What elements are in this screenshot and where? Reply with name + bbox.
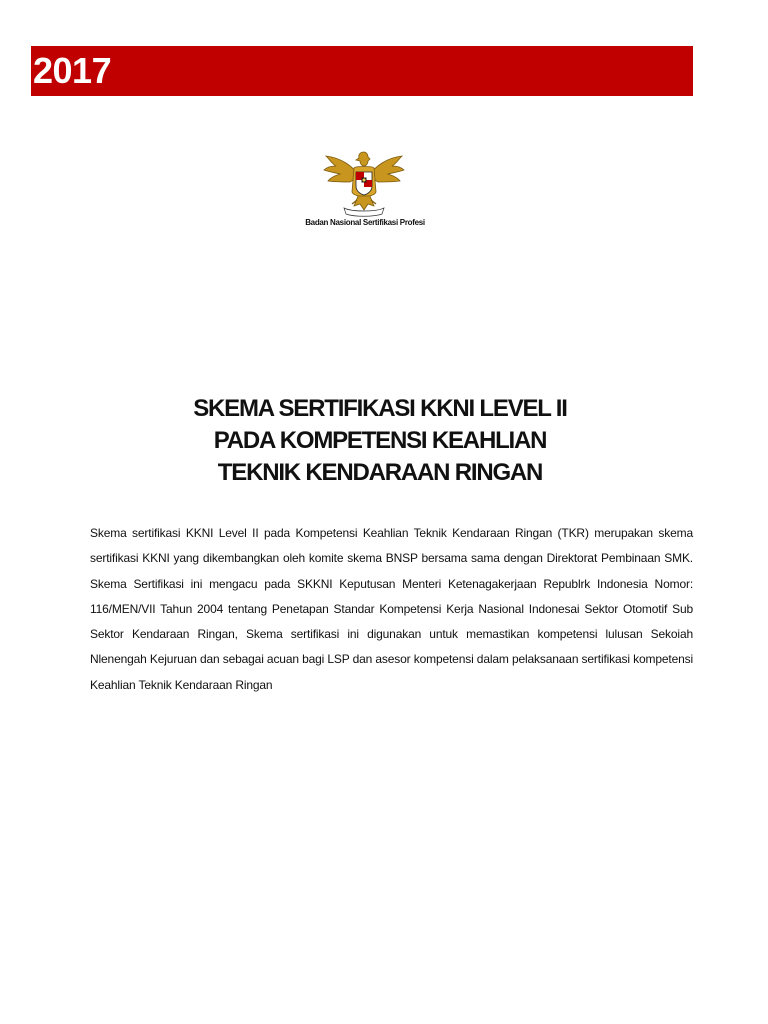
org-caption: Badan Nasional Sertifikasi Profesi (305, 218, 425, 227)
body-paragraph: Skema sertifikasi KKNI Level II pada Kompetensi Keahlian Teknik Kendaraan Ringan (TKR) merupakan skema sertifikasi KKNI yang dikembangkan oleh komite skema BNSP bersama sama dengan Direktorat Pembinaan SMK. Skema Sertifikasi ini mengacu pada SKKNI Keputusan Menteri Ketenagakerjaan Republrk Indonesia Nomor: 116/MEN/VII Tahun 2004 tentang Penetapan Standar Kompetensi Kerja Nasional Indonesai Sektor Otomotif Sub Sektor Kendaraan Ringan, Skema sertifikasi ini digunakan untuk memastikan kompetensi lulusan Sekoiah Nlenengah Kejuruan dan sebagai acuan bagi LSP dan asesor kompetensi dalam pelaksanaan sertifikasi kompetensi Keahlian Teknik Kendaraan Ringan (90, 526, 693, 692)
year-label: 2017 (33, 50, 112, 91)
document-title (140, 393, 620, 489)
title-line-3: TEKNIK KENDARAAN RINGAN (217, 459, 543, 486)
year-banner (31, 46, 693, 96)
garuda-emblem-icon (316, 146, 412, 220)
title-line-2: PADA KOMPETENSI KEAHLIAN (213, 427, 547, 454)
title-line-1: SKEMA SERTIFIKASI KKNI LEVEL II (193, 395, 567, 422)
